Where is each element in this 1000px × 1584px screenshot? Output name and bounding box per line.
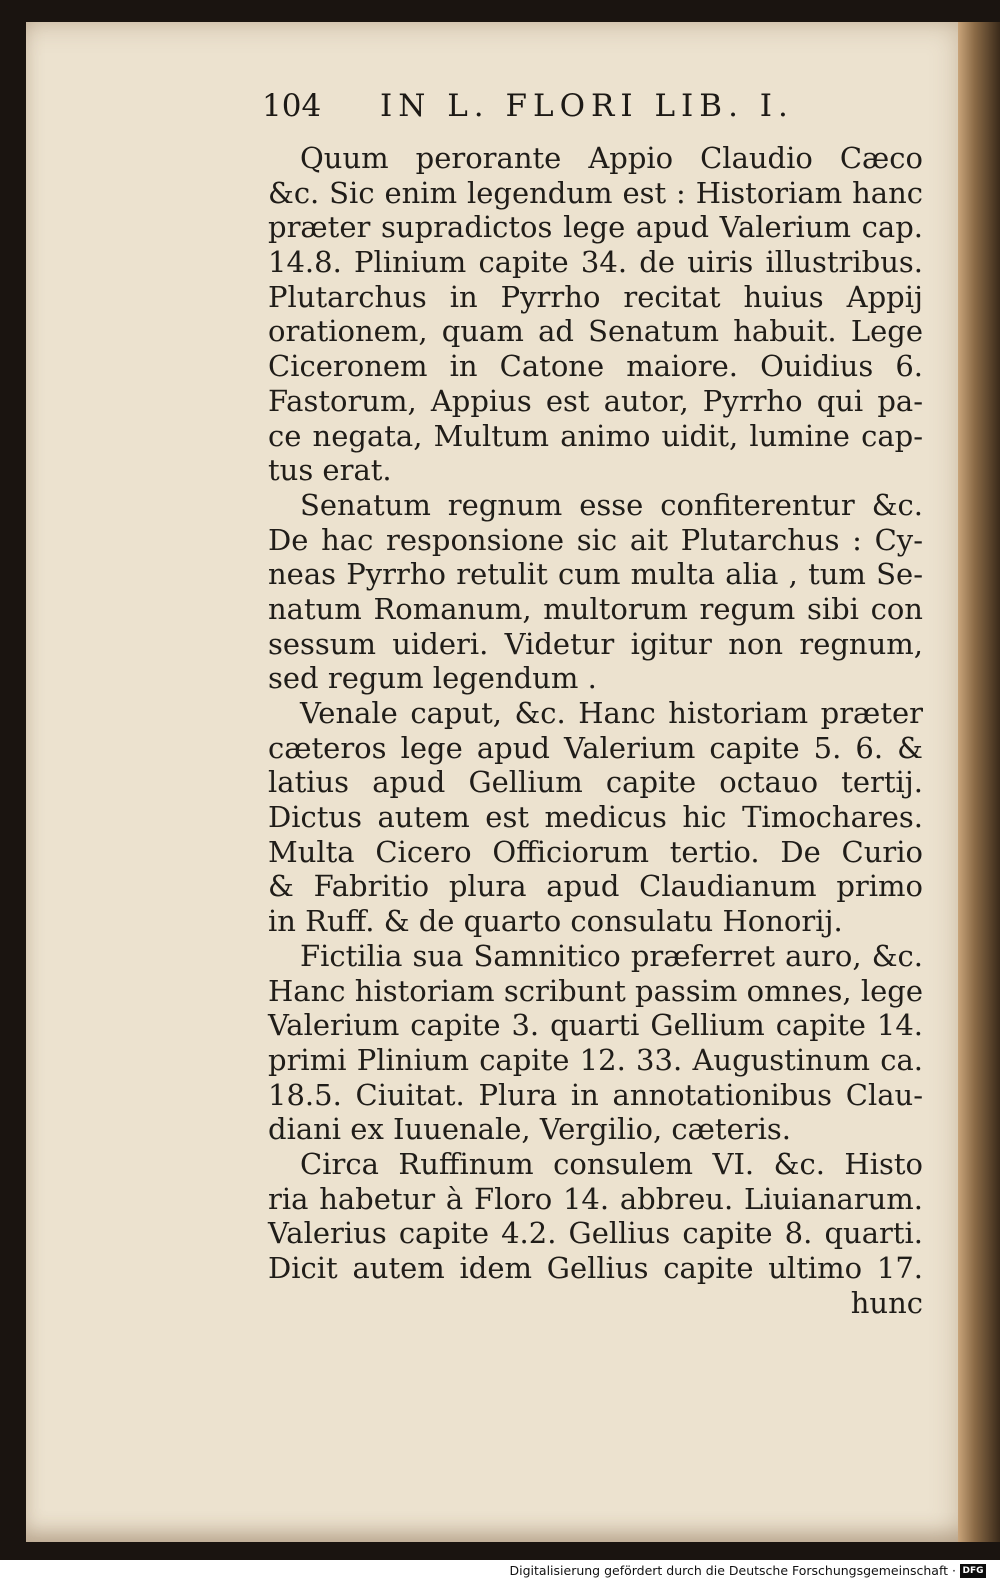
book-spine: [958, 22, 1000, 1542]
text-line: De hac responsione sic ait Plutarchus : Cy-: [268, 522, 923, 557]
text-line: hunc: [850, 1285, 923, 1320]
text-line: Fictilia sua Samnitico præferret auro, &c.: [300, 938, 923, 973]
text-line: Ciceronem in Catone maiore. Ouidius 6.: [268, 349, 923, 384]
text-line: sessum uideri. Videtur igitur non regnum,: [268, 626, 923, 661]
text-line: præter supradictos lege apud Valerium cap.: [268, 210, 923, 245]
text-line: latius apud Gellium capite octauo tertij.: [268, 765, 923, 800]
text-line: 14.8. Plinium capite 34. de uiris illustribus.: [268, 245, 923, 280]
text-line: in Ruff. & de quarto consulatu Honorij.: [268, 904, 843, 939]
text-line: sed regum legendum .: [268, 661, 597, 696]
text-line: Multa Cicero Officiorum tertio. De Curio: [268, 834, 923, 869]
dfg-logo: DFG: [960, 1564, 986, 1578]
text-line: &c. Sic enim legendum est : Historiam hanc: [268, 175, 923, 210]
text-line: Valerius capite 4.2. Gellius capite 8. quarti.: [268, 1216, 923, 1251]
text-line: Fastorum, Appius est autor, Pyrrho qui pa-: [268, 383, 923, 418]
page-number: 104: [262, 88, 322, 124]
text-line: primi Plinium capite 12. 33. Augustinum ca.: [268, 1042, 923, 1077]
text-line: Plutarchus in Pyrrho recitat huius Appij: [268, 279, 923, 314]
running-title: IN L. FLORI LIB. I.: [380, 88, 794, 124]
text-line: diani ex Iuuenale, Vergilio, cæteris.: [268, 1112, 791, 1147]
text-line: natum Romanum, multorum regum sibi con: [268, 591, 923, 626]
text-line: Quum perorante Appio Claudio Cæco: [300, 141, 923, 175]
text-line: orationem, quam ad Senatum habuit. Lege: [268, 314, 923, 349]
text-line: & Fabritio plura apud Claudianum primo: [268, 869, 923, 904]
text-line: ce negata, Multum animo uidit, lumine cap-: [268, 418, 923, 453]
text-line: Dictus autem est medicus hic Timochares.: [268, 800, 923, 835]
text-line: tus erat.: [268, 453, 392, 488]
text-line: Hanc historiam scribunt passim omnes, lege: [268, 973, 923, 1008]
text-line: cæteros lege apud Valerium capite 5. 6. &: [268, 730, 923, 765]
text-line: Dicit autem idem Gellius capite ultimo 17.: [268, 1251, 923, 1285]
text-line: Valerium capite 3. quarti Gellium capite 14.: [268, 1008, 923, 1043]
text-line: Circa Ruffinum consulem VI. &c. Histo: [300, 1146, 923, 1181]
text-line: ria habetur à Floro 14. abbreu. Liuianarum.: [268, 1181, 923, 1216]
running-header: [262, 88, 882, 128]
footer-bar: [0, 1560, 1000, 1584]
funding-credit: Digitalisierung gefördert durch die Deutsche Forschungsgemeinschaft ·: [509, 1563, 956, 1578]
body-text: [268, 141, 923, 1320]
text-line: Senatum regnum esse confiterentur &c.: [300, 487, 923, 522]
text-line: Venale caput, &c. Hanc historiam præter: [300, 696, 923, 730]
text-line: 18.5. Ciuitat. Plura in annotationibus Clau-: [268, 1077, 923, 1112]
text-line: neas Pyrrho retulit cum multa alia , tum Se-: [268, 557, 923, 592]
